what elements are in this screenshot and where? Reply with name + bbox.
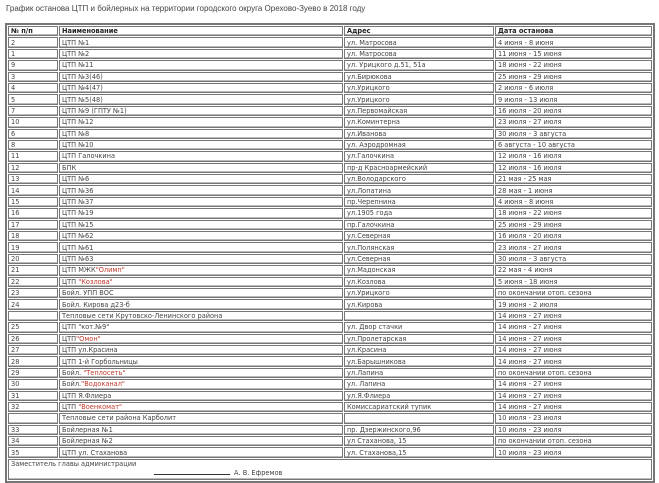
row-name — [59, 140, 343, 150]
row-date: по окончании отоп. сезона — [495, 368, 652, 378]
name-highlight: "Омон" — [76, 334, 101, 343]
row-number: 6 — [8, 129, 58, 139]
name-text: ЦТП №2 — [62, 49, 90, 58]
row-date: 14 июня - 27 июня — [495, 356, 652, 366]
row-address: пр.Галочкина — [344, 220, 494, 230]
row-number: 30 — [8, 379, 58, 389]
row-name — [59, 208, 343, 218]
row-name — [59, 447, 343, 457]
name-text: ЦТП МЖК — [62, 266, 96, 275]
row-date: 10 июля - 23 июля — [495, 413, 652, 423]
name-text: ЦТП 1-й Горбольницы — [62, 357, 138, 366]
name-highlight: "Военкомат" — [78, 403, 123, 412]
row-number: 10 — [8, 117, 58, 127]
table-row — [8, 277, 652, 287]
header-name: Наименование — [59, 26, 343, 36]
row-date: 9 июля - 13 июля — [495, 94, 652, 104]
table-row — [8, 242, 652, 252]
row-address: ул.Иванова — [344, 129, 494, 139]
table-row — [8, 117, 652, 127]
name-text: Бойл. УПП ВОС — [62, 289, 114, 298]
row-address: ул.Мадонская — [344, 265, 494, 275]
row-date: 12 июля - 16 июля — [495, 163, 652, 173]
row-name — [59, 413, 343, 423]
row-number: 8 — [8, 140, 58, 150]
row-name — [59, 402, 343, 412]
name-text: ЦТП №6 — [62, 175, 90, 184]
row-number: 32 — [8, 402, 58, 412]
name-text: ЦТП — [62, 334, 77, 343]
row-number: 4 — [8, 83, 58, 93]
table-row — [8, 163, 652, 173]
row-name — [59, 288, 343, 298]
row-number: 27 — [8, 345, 58, 355]
row-address: ул. Двор стачки — [344, 322, 494, 332]
row-name — [59, 163, 343, 173]
row-date: 12 июля - 16 июля — [495, 151, 652, 161]
row-address: пр-д Красноармейский — [344, 163, 494, 173]
row-name — [59, 368, 343, 378]
header-date: Дата останова — [495, 26, 652, 36]
row-address: ул.Барышникова — [344, 356, 494, 366]
table-row — [8, 197, 652, 207]
table-row — [8, 322, 652, 332]
name-text: ЦТП №12 — [62, 118, 94, 127]
table-row — [8, 288, 652, 298]
row-address: Комиссариатский тупик — [344, 402, 494, 412]
row-address: пр. Дзержинского,96 — [344, 425, 494, 435]
name-text: ЦТП №15 — [62, 220, 94, 229]
name-text: ЦТП №3(46) — [62, 72, 103, 81]
row-name — [59, 311, 343, 321]
row-address: ул. Матросова — [344, 49, 494, 59]
table-row — [8, 334, 652, 344]
row-address: ул.Северная — [344, 254, 494, 264]
name-text: ЦТП №10 — [62, 141, 94, 150]
row-name — [59, 117, 343, 127]
table-row — [8, 425, 652, 435]
row-name — [59, 49, 343, 59]
row-name — [59, 277, 343, 287]
row-number: 20 — [8, 254, 58, 264]
row-address: ул. Аэродромная — [344, 140, 494, 150]
name-text: Тепловые сети Крутовско-Ленинского района — [62, 311, 223, 320]
table-row — [8, 345, 652, 355]
row-date: 19 июня - 2 июля — [495, 299, 652, 309]
row-number: 16 — [8, 208, 58, 218]
footer-row — [8, 459, 652, 480]
table-row — [8, 151, 652, 161]
row-date: 14 июня - 27 июня — [495, 345, 652, 355]
row-name — [59, 265, 343, 275]
row-number: 24 — [8, 299, 58, 309]
row-date: 4 июня - 8 июня — [495, 37, 652, 47]
name-highlight: "Теплосеть" — [83, 368, 126, 377]
row-address: ул.Урицкого — [344, 288, 494, 298]
row-number: 14 — [8, 185, 58, 195]
signatory-position: Заместитель главы администрации — [11, 459, 137, 468]
row-name — [59, 254, 343, 264]
row-date: 10 июля - 23 июля — [495, 447, 652, 457]
row-address: пр.Черепнина — [344, 197, 494, 207]
name-text: Бойл. — [62, 380, 82, 389]
row-address: ул Стаханова, 15 — [344, 436, 494, 446]
name-text: ЦТП — [62, 277, 79, 286]
row-address: ул.Коминтерна — [344, 117, 494, 127]
row-address: ул.Первомайская — [344, 106, 494, 116]
row-address: ул.Галочкина — [344, 151, 494, 161]
row-name — [59, 231, 343, 241]
name-text: ЦТП №8 — [62, 129, 90, 138]
table-header-row — [8, 26, 652, 36]
name-text: ЦТП №11 — [62, 61, 94, 70]
row-date: 16 июля - 20 июля — [495, 106, 652, 116]
table-row — [8, 72, 652, 82]
header-num: № п/п — [8, 26, 58, 36]
row-date: 25 июня - 29 июня — [495, 72, 652, 82]
row-number: 17 — [8, 220, 58, 230]
row-number: 25 — [8, 322, 58, 332]
row-number: 5 — [8, 94, 58, 104]
table-row — [8, 140, 652, 150]
row-number: 35 — [8, 447, 58, 457]
row-name — [59, 220, 343, 230]
row-date: 22 мая - 4 июня — [495, 265, 652, 275]
row-name — [59, 106, 343, 116]
signature-underline — [154, 474, 230, 475]
row-date: 10 июля - 23 июля — [495, 425, 652, 435]
table-row — [8, 60, 652, 70]
row-number: 29 — [8, 368, 58, 378]
name-text: ЦТП №9 (ГПТУ №1) — [62, 106, 127, 115]
row-date: 25 июня - 29 июня — [495, 220, 652, 230]
row-name — [59, 299, 343, 309]
row-number: 26 — [8, 334, 58, 344]
row-address: ул.1905 года — [344, 208, 494, 218]
row-date: 28 мая - 1 июня — [495, 185, 652, 195]
row-date: 5 июня - 18 июня — [495, 277, 652, 287]
table-row — [8, 129, 652, 139]
table-row — [8, 106, 652, 116]
name-text: Бойл. Кирова д23-б — [62, 300, 130, 309]
table-row — [8, 254, 652, 264]
row-name — [59, 436, 343, 446]
row-name — [59, 83, 343, 93]
row-address: ул.Я.Флиера — [344, 391, 494, 401]
row-number: 1 — [8, 49, 58, 59]
table-row — [8, 83, 652, 93]
row-date: 23 июля - 27 июля — [495, 242, 652, 252]
row-number: 7 — [8, 106, 58, 116]
name-text: Бойлерная №1 — [62, 425, 113, 434]
row-number: 28 — [8, 356, 58, 366]
row-name — [59, 356, 343, 366]
row-address: ул.Урицкого — [344, 94, 494, 104]
row-address: ул.Полянская — [344, 242, 494, 252]
row-name — [59, 94, 343, 104]
row-date: 14 июня - 27 июня — [495, 311, 652, 321]
row-date: 21 мая - 25 мая — [495, 174, 652, 184]
row-name — [59, 197, 343, 207]
row-address: ул.Козлова — [344, 277, 494, 287]
table-row — [8, 265, 652, 275]
row-name — [59, 60, 343, 70]
shutdown-schedule-table — [5, 23, 655, 483]
row-address: ул.Красина — [344, 345, 494, 355]
row-number: 31 — [8, 391, 58, 401]
row-number: 19 — [8, 242, 58, 252]
row-date: 14 июня - 27 июня — [495, 334, 652, 344]
row-date: 14 июня - 27 июня — [495, 402, 652, 412]
row-number: 21 — [8, 265, 58, 275]
table-row — [8, 402, 652, 412]
table-row — [8, 311, 652, 321]
row-number: 23 — [8, 288, 58, 298]
row-number: 11 — [8, 151, 58, 161]
row-name — [59, 334, 343, 344]
row-name — [59, 151, 343, 161]
row-name — [59, 379, 343, 389]
table-row — [8, 356, 652, 366]
name-text: ЦТП Я.Флиера — [62, 391, 112, 400]
name-text: ЦТП №5(48) — [62, 95, 103, 104]
row-number: 12 — [8, 163, 58, 173]
row-date: 23 июля - 27 июля — [495, 117, 652, 127]
signature-line — [11, 469, 649, 478]
name-highlight: "Олимп" — [95, 266, 125, 275]
table-row — [8, 49, 652, 59]
name-text: ЦТП "кот.№9" — [62, 323, 110, 332]
row-date: 11 июня - 15 июня — [495, 49, 652, 59]
row-date: 6 августа - 10 августа — [495, 140, 652, 150]
row-number: 3 — [8, 72, 58, 82]
table-row — [8, 436, 652, 446]
row-number — [8, 413, 58, 423]
row-number — [8, 311, 58, 321]
header-address: Адрес — [344, 26, 494, 36]
table-row — [8, 174, 652, 184]
row-address: ул.Кирова — [344, 299, 494, 309]
name-text: БПК — [62, 163, 77, 172]
row-number: 2 — [8, 37, 58, 47]
row-name — [59, 72, 343, 82]
row-address: ул. Матросова — [344, 37, 494, 47]
name-text: ЦТП №62 — [62, 232, 94, 241]
row-date: 30 июля - 3 августа — [495, 129, 652, 139]
name-highlight: "Козлова" — [78, 277, 113, 286]
table-row — [8, 447, 652, 457]
row-date: 18 июня - 22 июня — [495, 208, 652, 218]
name-text: ЦТП №19 — [62, 209, 94, 218]
name-text: ЦТП №36 — [62, 186, 94, 195]
row-date: по окончании отоп. сезона — [495, 288, 652, 298]
name-text: ЦТП ул.Красина — [62, 346, 118, 355]
table-row — [8, 413, 652, 423]
row-date: 30 июля - 3 августа — [495, 254, 652, 264]
row-number: 34 — [8, 436, 58, 446]
row-number: 15 — [8, 197, 58, 207]
name-text: Тепловые сети района Карболит — [62, 414, 177, 423]
row-date: 14 июня - 27 июня — [495, 379, 652, 389]
table-row — [8, 368, 652, 378]
row-address: ул.Лапина — [344, 368, 494, 378]
row-name — [59, 391, 343, 401]
row-number: 9 — [8, 60, 58, 70]
row-name — [59, 174, 343, 184]
row-address: ул. Лапина — [344, 379, 494, 389]
table-row — [8, 185, 652, 195]
name-text: ЦТП №4(47) — [62, 84, 103, 93]
table-row — [8, 208, 652, 218]
row-name — [59, 37, 343, 47]
row-name — [59, 185, 343, 195]
table-row — [8, 94, 652, 104]
name-text: ЦТП ул. Стаханова — [62, 448, 128, 457]
name-text: ЦТП №63 — [62, 255, 94, 263]
row-date: 16 июля - 20 июля — [495, 231, 652, 241]
row-number: 13 — [8, 174, 58, 184]
table-row — [8, 37, 652, 47]
row-address: ул.Северная — [344, 231, 494, 241]
name-text: Бойл. — [62, 368, 84, 377]
row-date: 2 июля - 6 июля — [495, 83, 652, 93]
row-address: ул.Володарского — [344, 174, 494, 184]
page-title: График останова ЦТП и бойлерных на территории городского округа Орехово-Зуево в 2018 году — [6, 4, 366, 13]
name-text: ЦТП №1 — [62, 38, 90, 47]
signatory-name: А. В. Ефремов — [234, 468, 283, 477]
row-name — [59, 242, 343, 252]
row-date: 14 июня - 27 июня — [495, 391, 652, 401]
row-name — [59, 425, 343, 435]
name-text: ЦТП — [62, 403, 79, 412]
row-date: 4 июня - 8 июня — [495, 197, 652, 207]
name-text: ЦТП №37 — [62, 198, 94, 207]
row-number: 33 — [8, 425, 58, 435]
row-address: ул. Стаханова,15 — [344, 447, 494, 457]
signature-cell — [8, 459, 652, 480]
row-name — [59, 129, 343, 139]
table-row — [8, 220, 652, 230]
row-address: ул.Пролетарская — [344, 334, 494, 344]
row-name — [59, 322, 343, 332]
table-row — [8, 391, 652, 401]
row-address: ул. Урицкого д.51, 51а — [344, 60, 494, 70]
table-row — [8, 379, 652, 389]
row-address: ул.Урицкого — [344, 83, 494, 93]
table-row — [8, 299, 652, 309]
row-date: по окончании отоп. сезона — [495, 436, 652, 446]
row-date: 14 июня - 27 июня — [495, 322, 652, 332]
name-text: ЦТП №61 — [62, 243, 94, 252]
row-number: 22 — [8, 277, 58, 287]
row-address: ул.Лопатина — [344, 185, 494, 195]
row-address: ул.Бирюкова — [344, 72, 494, 82]
name-text: Бойлерная №2 — [62, 437, 113, 446]
table-row — [8, 231, 652, 241]
name-highlight: "Водоканал" — [81, 380, 125, 389]
row-date: 18 июня - 22 июня — [495, 60, 652, 70]
row-address — [344, 413, 494, 423]
row-address — [344, 311, 494, 321]
row-number: 18 — [8, 231, 58, 241]
name-text: ЦТП Галочкина — [62, 152, 116, 161]
row-name — [59, 345, 343, 355]
